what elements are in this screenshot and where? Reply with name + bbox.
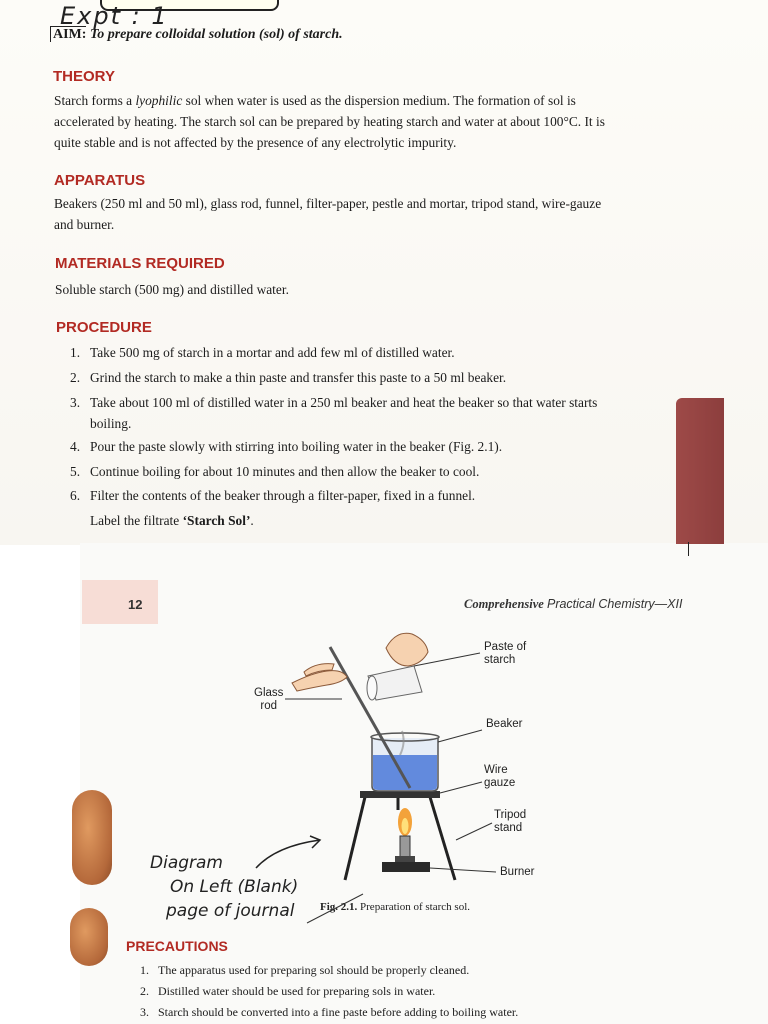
label-paste-of-starch: Paste of starch: [484, 641, 527, 666]
left-hand: [292, 664, 347, 691]
label-beaker: Beaker: [486, 718, 523, 730]
glass-rod: [330, 647, 410, 788]
procedure-step: 4. Pour the paste slowly with stirring into boiling water in the beaker (Fig. 2.1).: [70, 439, 503, 454]
precaution-item: 1. The apparatus used for preparing sol should be properly cleaned.: [140, 963, 470, 977]
procedure-step: 1. Take 500 mg of starch in a mortar and add few ml of distilled water.: [70, 345, 455, 360]
label-glass-rod: Glass rod: [254, 687, 284, 712]
handwritten-note: Diagram On Left (Blank) page of journal: [150, 853, 299, 921]
wire-gauze: [360, 791, 440, 798]
theory-line: accelerated by heating. The starch sol can be prepared by heating starch and water at about 100°C. It is: [54, 114, 605, 129]
theory-line: quite stable and is not affected by the presence of any electrolytic impurity.: [54, 135, 457, 150]
theory-heading: THEORY: [53, 68, 115, 85]
apparatus-line: Beakers (250 ml and 50 ml), glass rod, funnel, filter-paper, pestle and mortar, tripod stand, wire-gauze: [54, 196, 602, 211]
small-beaker-with-paste: [367, 666, 422, 700]
label-wire-gauze: Wire gauze: [484, 764, 516, 789]
burner: [382, 808, 430, 872]
procedure-heading: PROCEDURE: [56, 319, 152, 336]
experiment-number: Expt : 1: [60, 2, 169, 30]
procedure-step: 6. Filter the contents of the beaker through a filter-paper, fixed in a funnel.: [70, 488, 476, 503]
materials-text: Soluble starch (500 mg) and distilled water.: [55, 282, 289, 297]
running-head: Comprehensive Practical Chemistry—XII: [464, 597, 683, 611]
materials-heading: MATERIALS REQUIRED: [55, 255, 225, 272]
label-burner: Burner: [500, 866, 535, 878]
aim-text: To prepare colloidal solution (sol) of starch.: [89, 27, 343, 42]
right-hand: [386, 633, 428, 666]
apparatus-line: and burner.: [54, 217, 115, 232]
page-number: 12: [128, 597, 143, 612]
precaution-item: 2. Distilled water should be used for preparing sols in water.: [140, 984, 436, 998]
theory-italic-term: lyophilic: [135, 93, 183, 108]
precautions-list: [140, 960, 518, 1023]
precautions-heading: PRECAUTIONS: [126, 938, 228, 954]
theory-line: Starch forms a lyophilic sol when water is used as the dispersion medium. The formation of sol is: [54, 93, 576, 108]
figure-caption: Fig. 2.1. Preparation of starch sol.: [320, 901, 470, 913]
aim-label: AIM:: [50, 26, 86, 42]
procedure-step: 3. Take about 100 ml of distilled water in a 250 ml beaker and heat the beaker so that water starts boiling.: [70, 395, 598, 431]
procedure-step: 5. Continue boiling for about 10 minutes and then allow the beaker to cool.: [70, 463, 480, 479]
precaution-item: 3. Starch should be converted into a fine paste before adding to boiling water.: [140, 1005, 519, 1019]
procedure-step: 2. Grind the starch to make a thin paste and transfer this paste to a 50 ml beaker.: [70, 369, 507, 385]
apparatus-heading: APPARATUS: [54, 172, 146, 189]
label-tripod-stand: Tripod stand: [494, 809, 527, 834]
procedure-final: Label the filtrate ‘Starch Sol’.: [90, 512, 254, 528]
